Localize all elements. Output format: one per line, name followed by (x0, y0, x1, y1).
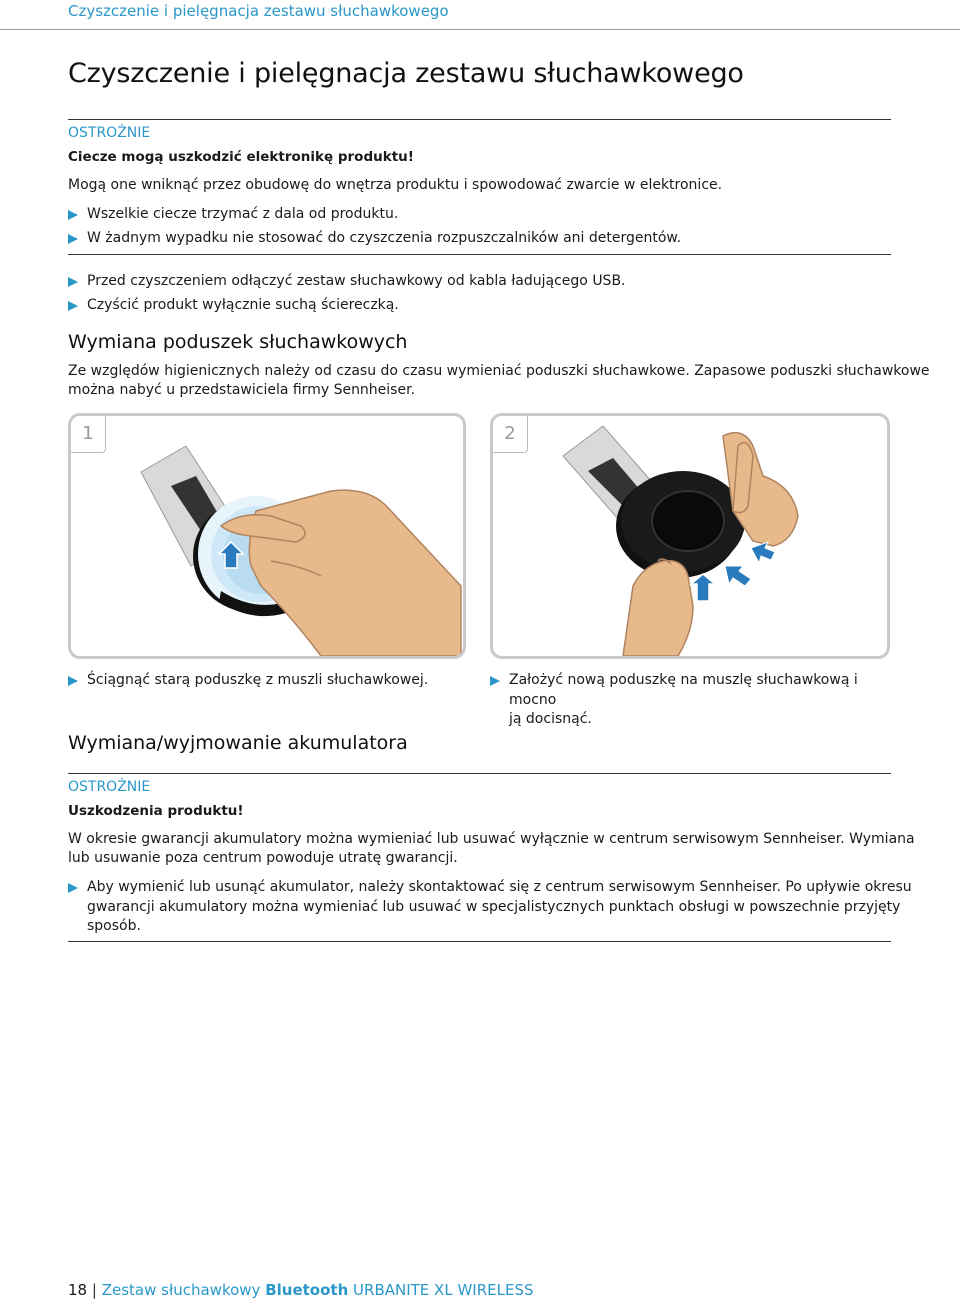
figure-number: 1 (71, 416, 106, 453)
caution-label: OSTROŻNIE (68, 779, 151, 795)
caution-bullet: W żadnym wypadku nie stosować do czyszczenia rozpuszczalników ani detergentów. (68, 229, 681, 249)
footer-product-prefix: Zestaw słuchawkowy (101, 1281, 261, 1299)
bullet-triangle-icon (68, 676, 78, 686)
figure-remove-cushion (68, 413, 466, 659)
cleaning-step: Przed czyszczeniem odłączyć zestaw słuchawkowy od kabla ładującego USB. (68, 272, 626, 292)
bullet-triangle-icon (68, 301, 78, 311)
section-title-cushions: Wymiana poduszek słuchawkowych (68, 331, 408, 353)
battery-bullet: Aby wymienić lub usunąć akumulator, należy skontaktować się z centrum serwisowym Sennheiser. Po upływie okresu gwarancji akumulatory można wymieniać lub usuwać w specjalistycznych punktach obsługi w powszechnie przyjęty sposób. (68, 878, 898, 937)
caution-label: OSTROŻNIE (68, 125, 151, 141)
footer-product-model: URBANITE XL WIRELESS (353, 1281, 534, 1299)
header-divider (0, 29, 960, 30)
footer-product-brand: Bluetooth (265, 1281, 349, 1299)
caution-bottom-rule (68, 941, 891, 942)
bullet-triangle-icon (68, 234, 78, 244)
battery-text-line: lub usuwanie poza centrum powoduje utratę gwarancji. (68, 850, 458, 866)
running-header: Czyszczenie i pielęgnacja zestawu słuchawkowego (68, 2, 449, 20)
caution-bullet: Wszelkie ciecze trzymać z dala od produktu. (68, 205, 398, 225)
cleaning-step: Czyścić produkt wyłącznie suchą ściereczką. (68, 296, 399, 316)
figure-attach-cushion (490, 413, 890, 659)
cushions-intro-line: Ze względów higienicznych należy od czasu do czasu wymieniać poduszki słuchawkowe. Zapasowe poduszki słuchawkowe (68, 363, 930, 379)
section-title-battery: Wymiana/wyjmowanie akumulatora (68, 732, 408, 754)
figure-number: 2 (493, 416, 528, 453)
caution-text: Mogą one wniknąć przez obudowę do wnętrza produktu i spowodować zwarcie w elektronice. (68, 177, 723, 193)
figure-caption: Założyć nową poduszkę na muszlę słuchawkową i mocno ją docisnąć. (490, 671, 895, 730)
bullet-triangle-icon (68, 277, 78, 287)
caution-top-rule (68, 773, 891, 774)
footer-separator: | (91, 1281, 97, 1299)
caution-heading: Ciecze mogą uszkodzić elektronikę produktu! (68, 149, 414, 165)
caution-heading: Uszkodzenia produktu! (68, 803, 244, 819)
figure-caption: Ściągnąć starą poduszkę z muszli słuchawkowej. (68, 671, 448, 691)
caution-bottom-rule (68, 254, 891, 255)
battery-text-line: W okresie gwarancji akumulatory można wymieniać lub usuwać wyłącznie w centrum serwisowym Sennheiser. Wymiana (68, 831, 915, 847)
page-number: 18 (68, 1281, 88, 1299)
bullet-triangle-icon (490, 676, 500, 686)
bullet-triangle-icon (68, 883, 78, 893)
page-title: Czyszczenie i pielęgnacja zestawu słuchawkowego (68, 58, 744, 89)
page-footer (68, 1281, 534, 1299)
cushions-intro-line: można nabyć u przedstawiciela firmy Sennheiser. (68, 382, 416, 398)
caution-top-rule (68, 119, 891, 120)
remove-cushion-illustration (71, 416, 463, 656)
bullet-triangle-icon (68, 210, 78, 220)
attach-cushion-illustration (493, 416, 887, 656)
